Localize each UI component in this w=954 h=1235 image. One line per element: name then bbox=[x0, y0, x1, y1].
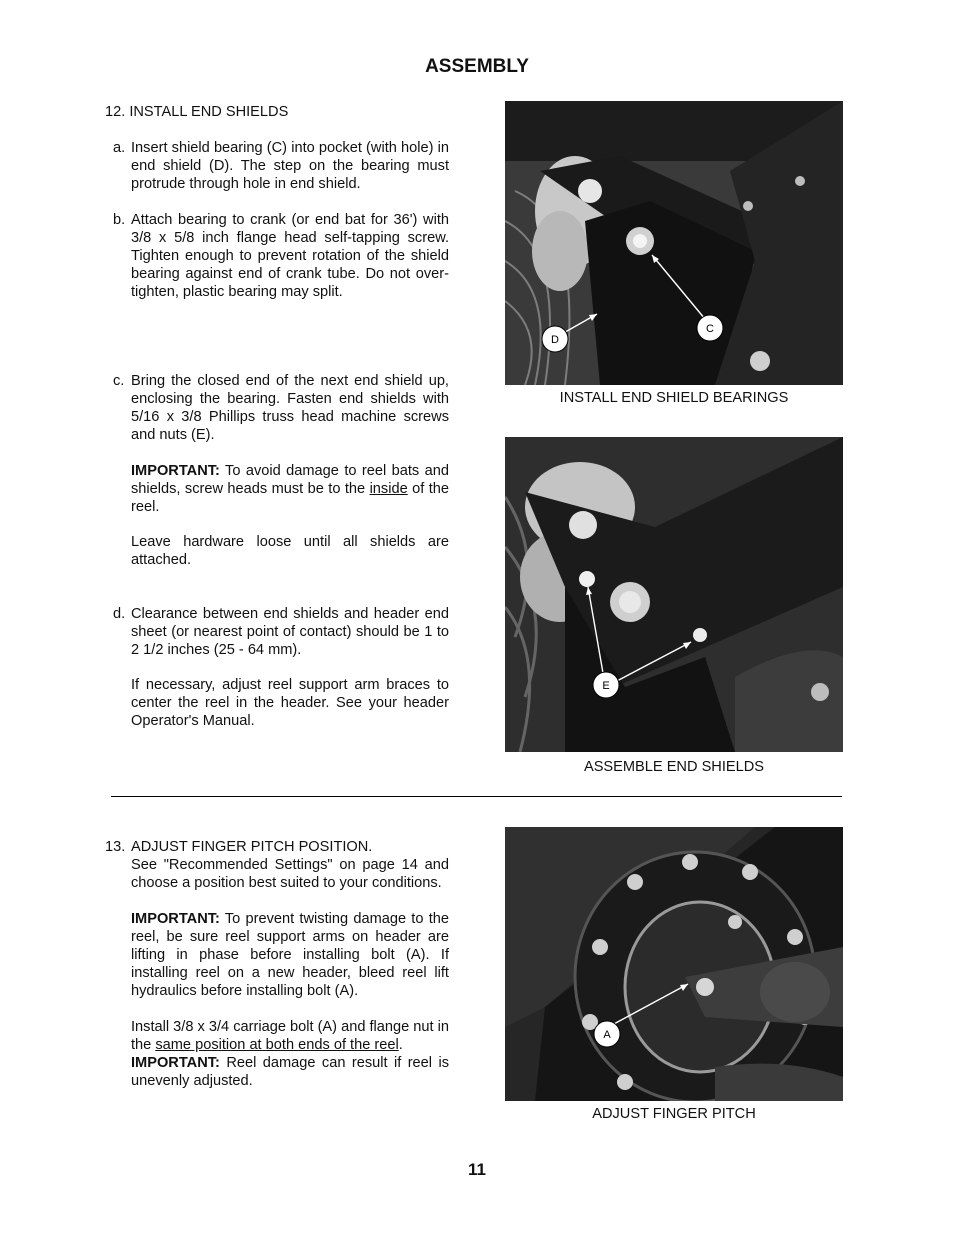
step-13-heading: ADJUST FINGER PITCH POSITION. bbox=[131, 839, 373, 855]
callout-e: E bbox=[602, 680, 610, 692]
callout-a: A bbox=[603, 1029, 611, 1041]
step-12d-letter: d. bbox=[113, 606, 126, 622]
important-text: Reel damage can result if reel is unevenly adjusted. bbox=[131, 1055, 449, 1089]
step-12c-letter: c. bbox=[113, 373, 125, 389]
step-12a-text: Insert shield bearing (C) into pocket (with hole) in end shield (D). The step on the bearing must protrude through hole in end shield. bbox=[131, 140, 449, 192]
step-12d-note: If necessary, adjust reel support arm braces to center the reel in the header. See your header Operator's Manual. bbox=[131, 677, 449, 729]
caption-fig2: ASSEMBLE END SHIELDS bbox=[583, 759, 765, 775]
important-label: IMPORTANT: bbox=[131, 1055, 220, 1071]
photo-assemble-end-shields bbox=[505, 437, 843, 752]
caption-fig1: INSTALL END SHIELD BEARINGS bbox=[559, 390, 789, 406]
step-13-intro: See "Recommended Settings" on page 14 and choose a position best suited to your conditions. bbox=[131, 857, 449, 891]
page-number: 11 bbox=[468, 1160, 486, 1179]
important-text-end: of the reel. bbox=[131, 481, 449, 515]
important-text: To prevent twisting damage to the reel, be sure reel support arms on header are lifting in phase before installing bolt (A). If installing reel on a new header, bleed reel lift hydraulics before installing bolt (A). bbox=[131, 911, 449, 999]
step-13-important-1 bbox=[131, 910, 449, 1000]
step-12b-text: Attach bearing to crank (or end bat for 36') with 3/8 x 5/8 inch flange head self-tapping screw. Tighten enough to prevent rotation of the shield bearing against end of crank tube. Do not over-tighten, plastic bearing may split. bbox=[131, 212, 449, 300]
section-divider bbox=[111, 796, 842, 797]
photo-install-end-shield-bearings bbox=[505, 101, 843, 385]
caption-fig3: ADJUST FINGER PITCH bbox=[592, 1106, 756, 1122]
important-label: IMPORTANT: bbox=[131, 911, 220, 927]
install-text-end: . bbox=[398, 1037, 403, 1053]
step-12c-note: Leave hardware loose until all shields are attached. bbox=[131, 534, 449, 568]
step-13-install bbox=[131, 1018, 449, 1090]
page-title: ASSEMBLY bbox=[425, 56, 529, 77]
important-text: To avoid damage to reel bats and shields, screw heads must be to the bbox=[131, 463, 449, 497]
step-12c-text: Bring the closed end of the next end shield up, enclosing the bearing. Fasten end shields with 5/16 x 3/8 Phillips truss head machine screws and nuts (E). bbox=[131, 373, 449, 443]
step-12b-letter: b. bbox=[113, 212, 126, 228]
step-12c-important bbox=[131, 462, 449, 516]
step-12a-letter: a. bbox=[113, 140, 126, 156]
step-12-heading: 12. INSTALL END SHIELDS bbox=[105, 104, 289, 120]
important-label: IMPORTANT: bbox=[131, 463, 220, 479]
install-text: Install 3/8 x 3/4 carriage bolt (A) and flange nut in the bbox=[131, 1019, 450, 1053]
callout-d: D bbox=[551, 334, 559, 346]
callout-c: C bbox=[706, 323, 714, 335]
step-12d-text: Clearance between end shields and header end sheet (or nearest point of contact) should be 1 to 2 1/2 inches (25 - 64 mm). bbox=[131, 606, 449, 658]
photo-adjust-finger-pitch bbox=[505, 827, 843, 1101]
install-underline: same position at both ends of the reel bbox=[155, 1037, 399, 1053]
important-underline: inside bbox=[369, 481, 408, 497]
step-13-number: 13. bbox=[105, 839, 126, 855]
